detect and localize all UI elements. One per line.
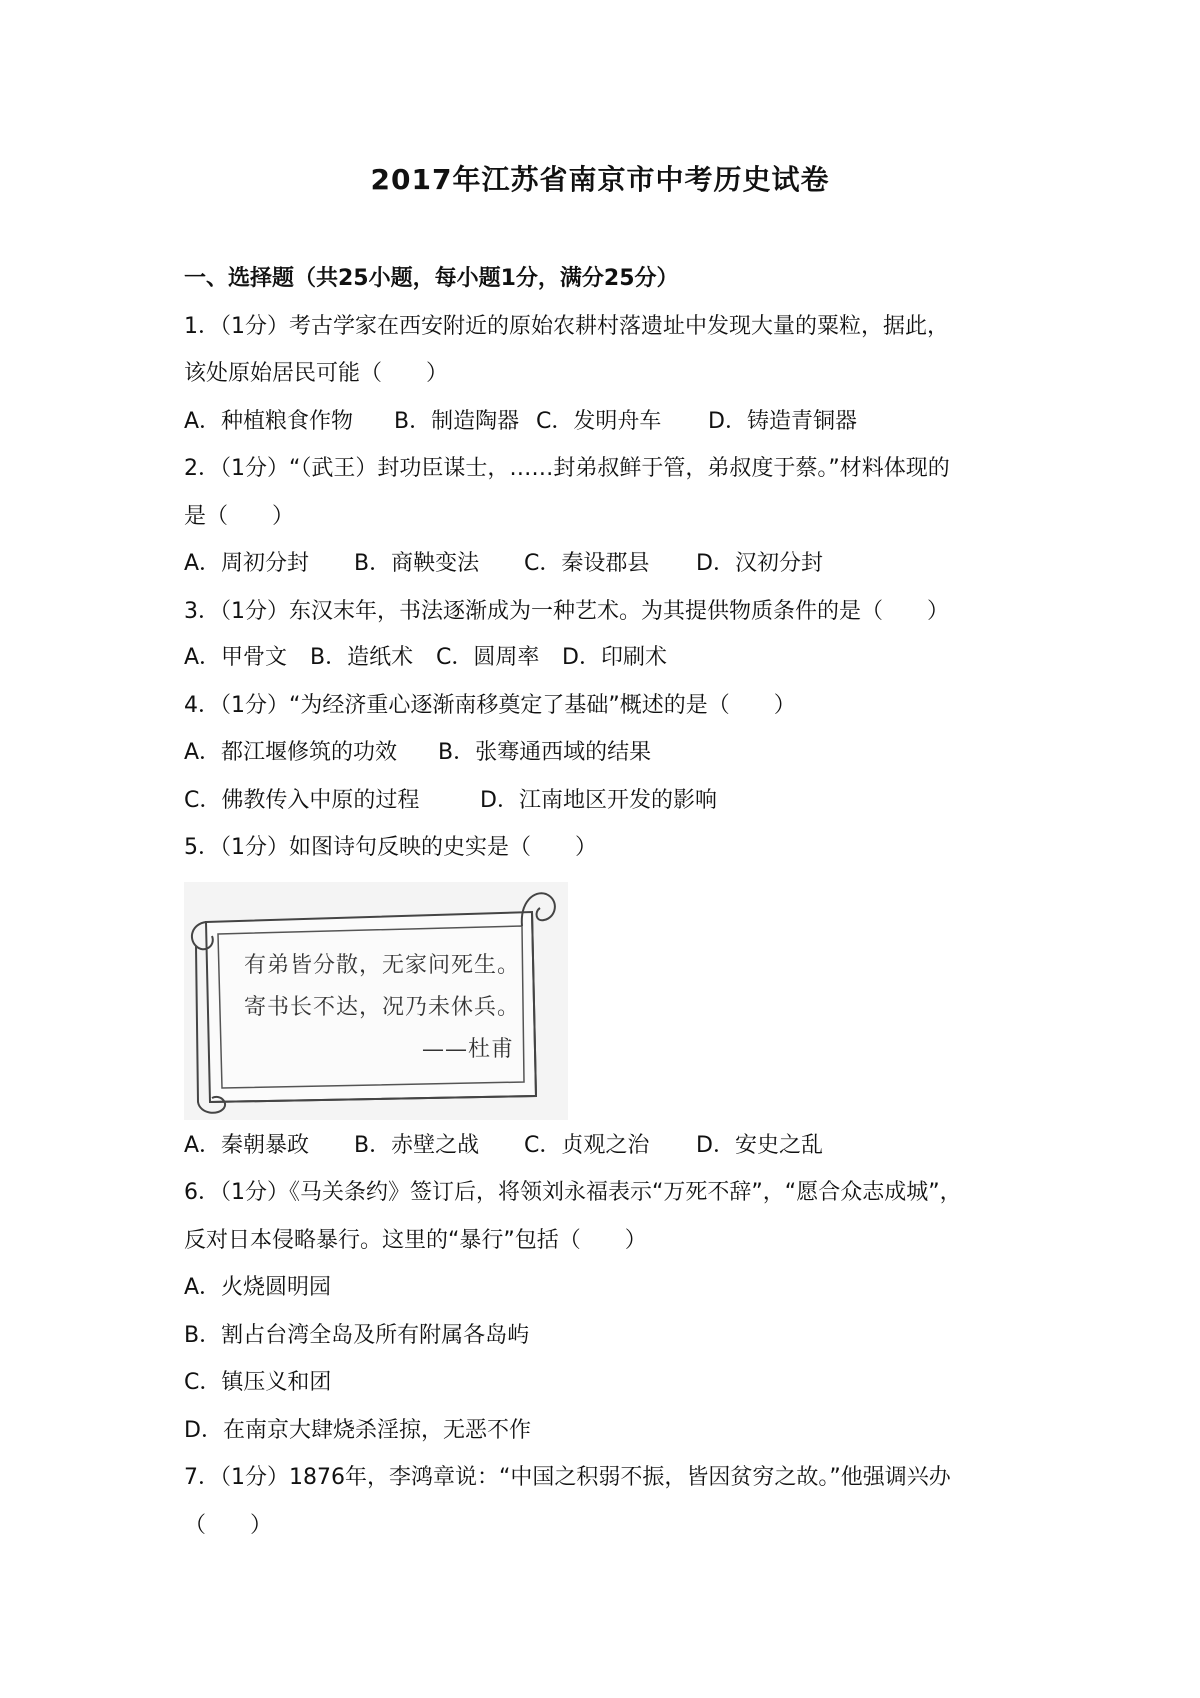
q3-options xyxy=(184,643,667,673)
q2-option-a[interactable]: A．周初分封 xyxy=(184,551,310,576)
q2-option-d[interactable]: D．汉初分封 xyxy=(696,551,823,576)
q1-option-a[interactable]: A．种植粮食作物 xyxy=(184,409,354,434)
poem-line-1: 有弟皆分散，无家问死生。 xyxy=(244,953,521,978)
q2-option-b[interactable]: B．商鞅变法 xyxy=(354,551,480,576)
q2-options xyxy=(184,549,823,579)
exam-title: 2017年江苏省南京市中考历史试卷 xyxy=(370,163,830,196)
q4-stem-line-1: 4．（1分）“为经济重心逐渐南移奠定了基础”概述的是（ ） xyxy=(184,693,796,718)
section-heading: 一、选择题（共25小题，每小题1分，满分25分） xyxy=(184,266,679,291)
q3-option-a[interactable]: A．甲骨文 xyxy=(184,645,288,670)
poem-author: ——杜甫 xyxy=(422,1037,515,1062)
q1-options xyxy=(184,407,857,437)
q2-stem-line-1: 2．（1分）“（武王）封功臣谋士，……封弟叔鲜于管，弟叔度于蔡。”材料体现的 xyxy=(184,456,950,481)
q1-option-d[interactable]: D．铸造青铜器 xyxy=(708,409,857,434)
q5-option-b[interactable]: B．赤壁之战 xyxy=(354,1133,480,1158)
q5-option-a[interactable]: A．秦朝暴政 xyxy=(184,1133,310,1158)
q4-option-d[interactable]: D．江南地区开发的影响 xyxy=(480,788,717,813)
q6-option-a[interactable]: A．火烧圆明园 xyxy=(184,1275,332,1300)
q5-options xyxy=(184,1131,823,1161)
poem-scroll-figure xyxy=(184,882,568,1120)
q6-stem-line-1: 6．（1分）《马关条约》签订后，将领刘永福表示“万死不辞”，“愿合众志成城”， xyxy=(184,1180,962,1205)
q3-stem-line-1: 3．（1分）东汉末年，书法逐渐成为一种艺术。为其提供物质条件的是（ ） xyxy=(184,599,949,624)
poem-line-2: 寄书长不达，况乃未休兵。 xyxy=(244,995,521,1020)
q4-options-row-2 xyxy=(184,786,717,816)
q4-option-a[interactable]: A．都江堰修筑的功效 xyxy=(184,740,398,765)
q1-option-c[interactable]: C．发明舟车 xyxy=(536,409,662,434)
q1-option-b[interactable]: B．制造陶器 xyxy=(394,409,520,434)
q1-stem-line-1: 1．（1分）考古学家在西安附近的原始农耕村落遗址中发现大量的粟粒，据此， xyxy=(184,314,949,339)
q1-stem-line-2: 该处原始居民可能（ ） xyxy=(184,361,449,386)
q7-stem-line-2: （ ） xyxy=(184,1513,273,1538)
q6-option-d[interactable]: D．在南京大肆烧杀淫掠，无恶不作 xyxy=(184,1418,531,1443)
q3-option-b[interactable]: B．造纸术 xyxy=(310,645,414,670)
q6-option-b[interactable]: B．割占台湾全岛及所有附属各岛屿 xyxy=(184,1323,530,1348)
q5-option-c[interactable]: C．贞观之治 xyxy=(524,1133,650,1158)
q4-option-b[interactable]: B．张骞通西域的结果 xyxy=(438,740,652,765)
q5-option-d[interactable]: D．安史之乱 xyxy=(696,1133,823,1158)
q4-option-c[interactable]: C．佛教传入中原的过程 xyxy=(184,788,420,813)
q7-stem-line-1: 7．（1分）1876年，李鸿章说：“中国之积弱不振，皆因贫穷之故。”他强调兴办 xyxy=(184,1465,951,1490)
q3-option-d[interactable]: D．印刷术 xyxy=(562,645,667,670)
q2-stem-line-2: 是（ ） xyxy=(184,504,295,529)
q4-options-row-1 xyxy=(184,738,651,768)
q5-stem-line-1: 5．（1分）如图诗句反映的史实是（ ） xyxy=(184,835,597,860)
q2-option-c[interactable]: C．秦设郡县 xyxy=(524,551,650,576)
q3-option-c[interactable]: C．圆周率 xyxy=(436,645,540,670)
q6-option-c[interactable]: C．镇压义和团 xyxy=(184,1370,332,1395)
q6-stem-line-2: 反对日本侵略暴行。这里的“暴行”包括（ ） xyxy=(184,1228,647,1253)
